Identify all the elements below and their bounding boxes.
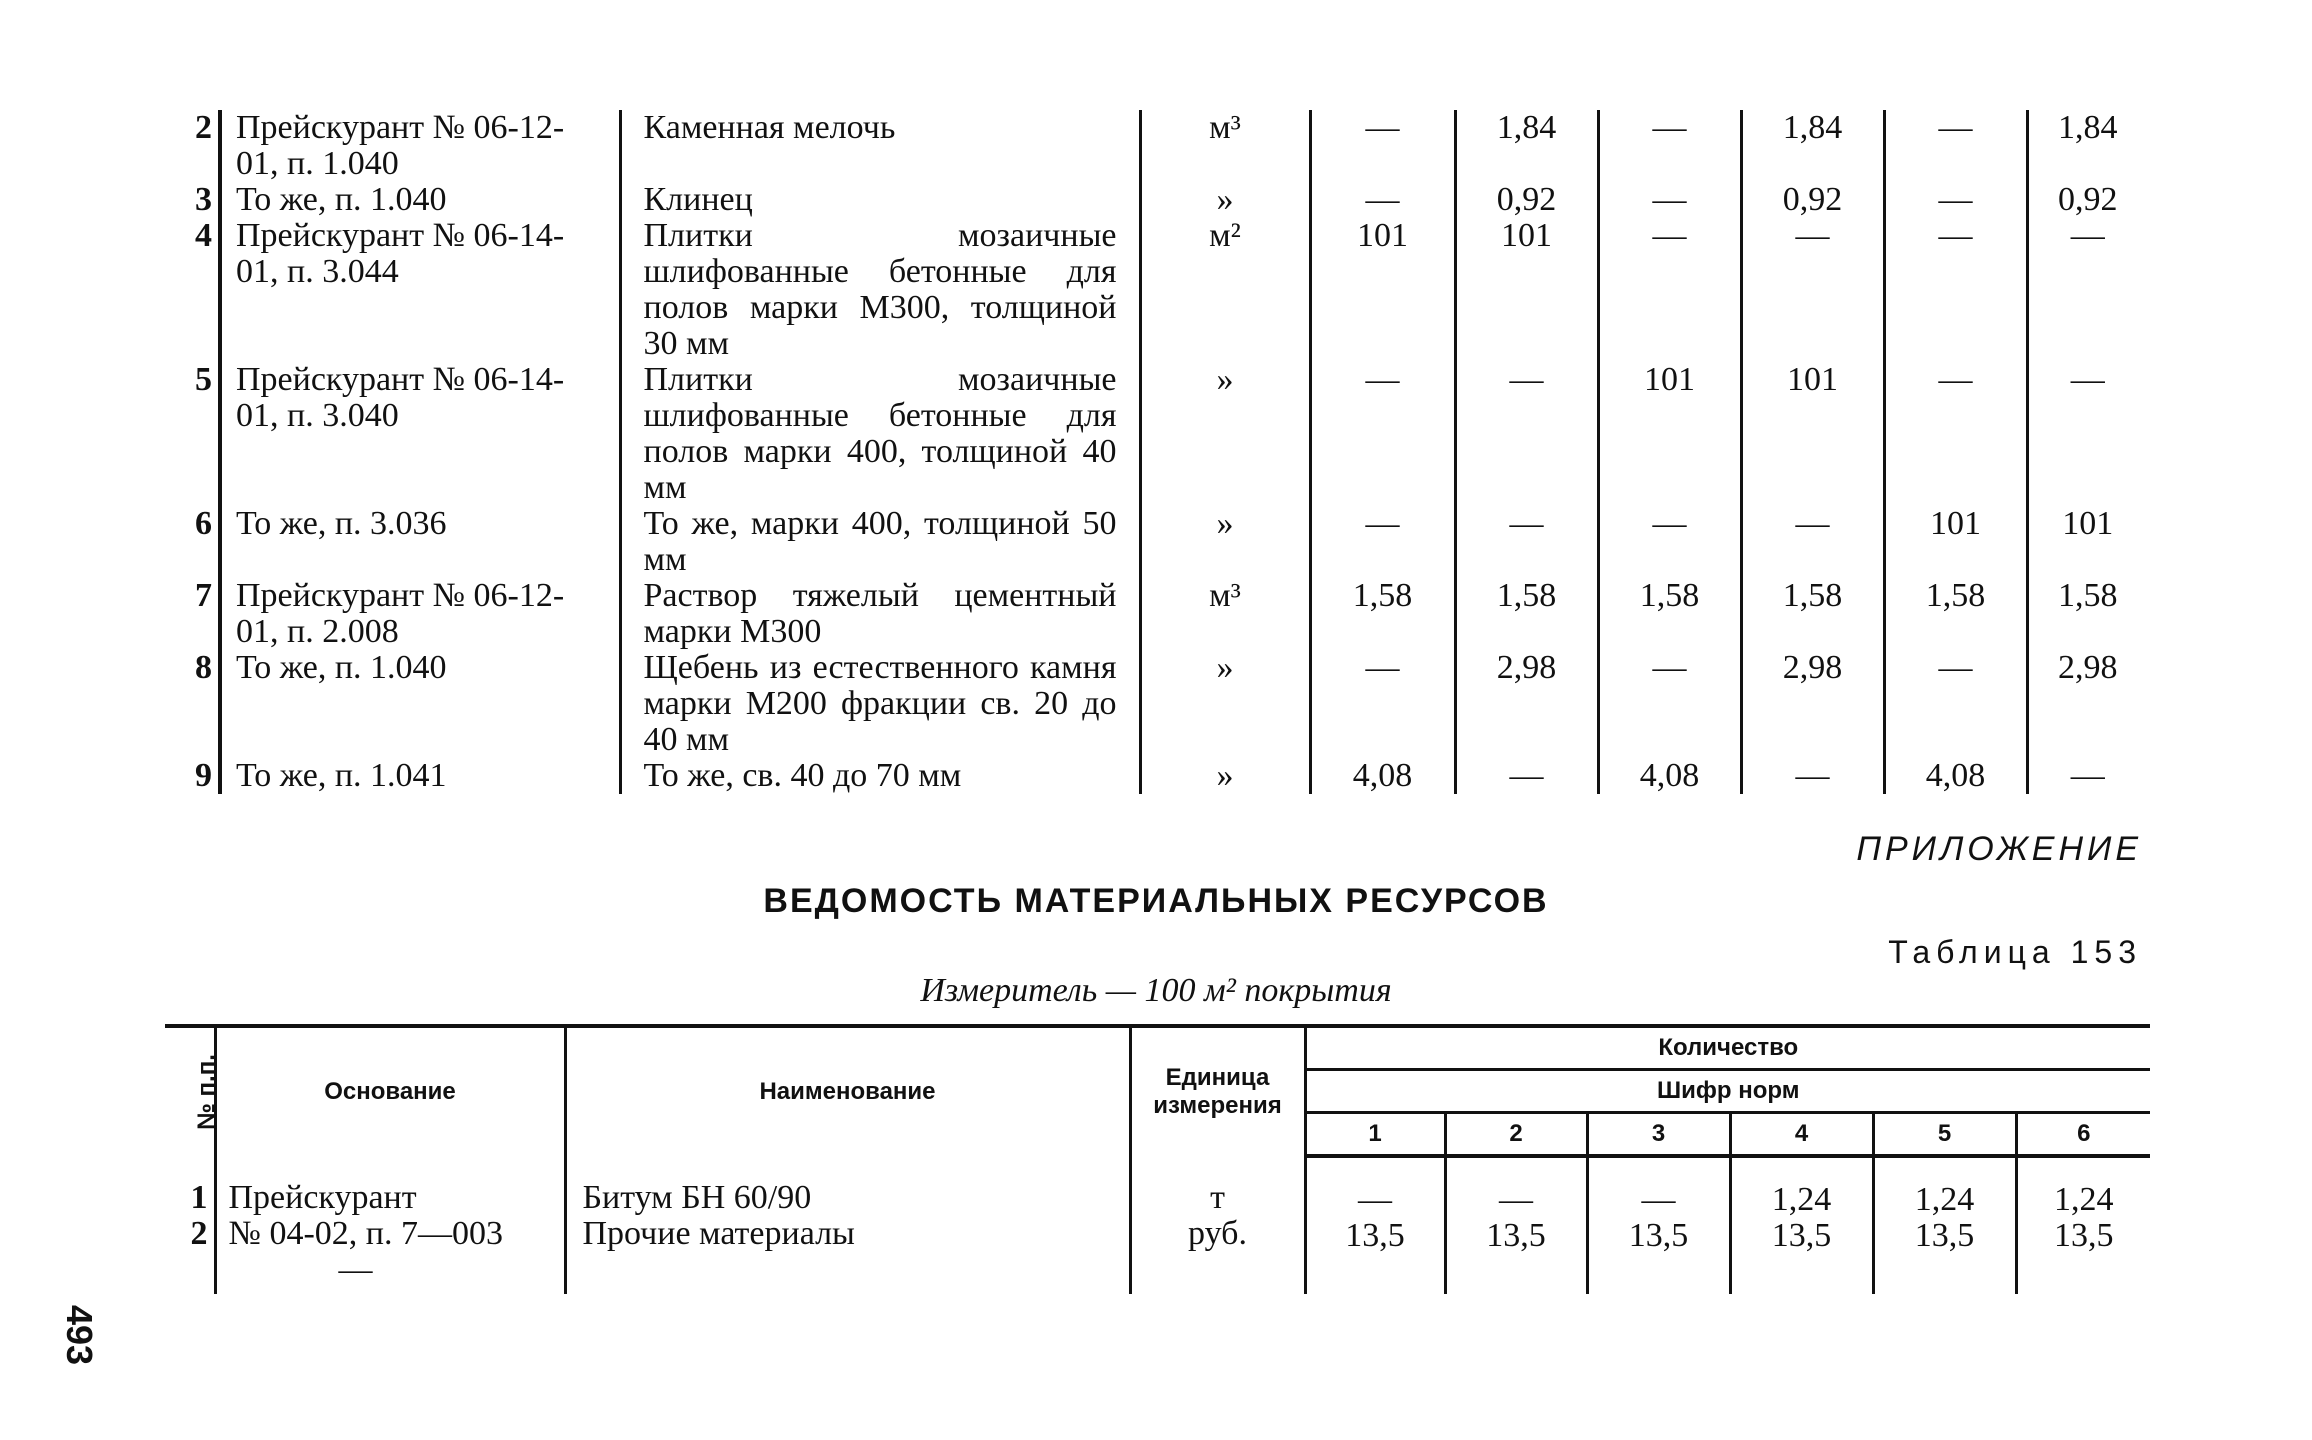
row-quantity: — [1310, 362, 1455, 506]
material-name: Битум БН 60/90 [582, 1179, 812, 1216]
row-quantity: 1,58 [1310, 578, 1455, 650]
header-basis: Основание [215, 1026, 565, 1156]
row-number: 6 [170, 506, 220, 578]
measure-caption: Измеритель — 100 м² покрытия [920, 972, 1392, 1009]
row-unit: м² [1140, 218, 1310, 362]
row-material-name: Щебень из естественного камня марки М200 фракции св. 20 до 40 мм [620, 650, 1140, 758]
row-basis: То же, п. 1.041 [220, 758, 620, 794]
header-number [165, 1026, 220, 1156]
material-name: Прочие материалы [582, 1215, 855, 1252]
row-material-name: Плитки мозаичные шлифованные бетонные для полов марки 400, толщиной 40 мм [620, 362, 1140, 506]
header-col-1: 1 [1305, 1113, 1445, 1157]
page-title: ВЕДОМОСТЬ МАТЕРИАЛЬНЫХ РЕСУРСОВ [763, 882, 1549, 920]
row-number: 1 [190, 1179, 208, 1216]
row-quantity [2016, 1156, 2150, 1294]
unit-value: т [1210, 1179, 1225, 1216]
row-basis: Прейскурант № 06-14-01, п. 3.040 [220, 362, 620, 506]
table-row [170, 650, 2147, 758]
row-quantity: — [2070, 757, 2105, 794]
row-quantity: — [1455, 758, 1598, 794]
quantity-value: — [1641, 1181, 1676, 1218]
quantity-value: 1,24 [1771, 1181, 1832, 1218]
basis-line: — [338, 1251, 373, 1288]
unit-value: руб. [1188, 1215, 1247, 1252]
row-quantity: 1,58 [1598, 578, 1741, 650]
header-col-3: 3 [1587, 1113, 1730, 1157]
row-material-name: То же, марки 400, толщиной 50 мм [620, 506, 1140, 578]
table-row [170, 758, 2147, 794]
row-quantity: 0,92 [2058, 181, 2118, 218]
row-quantity: 101 [1455, 218, 1598, 362]
row-quantity: — [1884, 650, 2027, 758]
header-col-2: 2 [1445, 1113, 1587, 1157]
row-basis: То же, п. 3.036 [220, 506, 620, 578]
quantity-value: 13,5 [1914, 1217, 1975, 1254]
row-unit [1130, 1156, 1305, 1294]
header-norm-code: Шифр норм [1305, 1070, 2150, 1113]
row-quantity: — [1598, 506, 1741, 578]
table-row [165, 1156, 2150, 1294]
header-col-4: 4 [1730, 1113, 1873, 1157]
row-quantity: 2,98 [2058, 649, 2118, 686]
row-quantity: — [1310, 110, 1455, 182]
materials-table [165, 1024, 2150, 1294]
row-quantity: 4,08 [1884, 758, 2027, 794]
header-col-6: 6 [2016, 1113, 2150, 1157]
row-quantity: 2,98 [1455, 650, 1598, 758]
row-quantity: — [2070, 217, 2105, 254]
row-basis: Прейскурант № 06-14-01, п. 3.044 [220, 218, 620, 362]
row-material-name: То же, св. 40 до 70 мм [620, 758, 1140, 794]
row-quantity: — [1598, 110, 1741, 182]
row-quantity: 1,84 [2058, 109, 2118, 146]
row-number: 2 [170, 110, 220, 182]
row-quantity: — [1598, 182, 1741, 218]
row-unit: » [1140, 650, 1310, 758]
row-quantity: 0,92 [1455, 182, 1598, 218]
page-number: 493 [59, 1305, 100, 1366]
basis-line: № 04-02, п. 7—003 [228, 1215, 503, 1252]
row-unit: » [1140, 182, 1310, 218]
row-quantity: 1,58 [2058, 577, 2118, 614]
row-quantity: 101 [1310, 218, 1455, 362]
row-numbers [165, 1156, 215, 1294]
header-col-5: 5 [1873, 1113, 2016, 1157]
row-quantity: 101 [2062, 505, 2114, 542]
row-number: 8 [170, 650, 220, 758]
quantity-value: 13,5 [2054, 1217, 2114, 1254]
row-quantity: 1,58 [1884, 578, 2027, 650]
table-row [170, 110, 2147, 182]
row-quantity: — [1455, 506, 1598, 578]
table-row [170, 218, 2147, 362]
row-material-name: Плитки мозаичные шлифованные бетонные для полов марки М300, толщиной 30 мм [620, 218, 1140, 362]
row-quantity: 2,98 [1741, 650, 1884, 758]
row-quantity: — [1455, 362, 1598, 506]
quantity-value: 1,24 [1914, 1181, 1975, 1218]
row-quantity [1730, 1156, 1873, 1294]
row-basis: То же, п. 1.040 [220, 650, 620, 758]
row-quantity: 4,08 [1598, 758, 1741, 794]
row-number: 4 [170, 218, 220, 362]
row-quantity: 0,92 [1741, 182, 1884, 218]
row-number: 5 [170, 362, 220, 506]
row-number: 7 [170, 578, 220, 650]
row-quantity: 4,08 [1310, 758, 1455, 794]
row-number: 2 [190, 1215, 208, 1252]
row-quantity: 1,84 [1741, 110, 1884, 182]
table-row [170, 506, 2147, 578]
continuation-table [170, 110, 2147, 794]
row-unit: » [1140, 362, 1310, 506]
quantity-value: 13,5 [1345, 1217, 1405, 1254]
row-quantity: — [1741, 758, 1884, 794]
row-unit: м³ [1140, 578, 1310, 650]
table-row [170, 578, 2147, 650]
row-quantity: — [1884, 218, 2027, 362]
table-number: Таблица 153 [1888, 934, 2142, 970]
quantity-value: 13,5 [1486, 1217, 1546, 1254]
header-name: Наименование [565, 1026, 1130, 1156]
row-unit: м³ [1140, 110, 1310, 182]
row-quantity: — [1598, 218, 1741, 362]
row-number: 9 [170, 758, 220, 794]
row-quantity: 101 [1884, 506, 2027, 578]
row-basis: Прейскурант № 06-12-01, п. 1.040 [220, 110, 620, 182]
row-quantity: 101 [1598, 362, 1741, 506]
row-quantity: 1,84 [1455, 110, 1598, 182]
quantity-value: — [1358, 1181, 1392, 1218]
row-quantity [1445, 1156, 1587, 1294]
row-quantity: 1,58 [1741, 578, 1884, 650]
row-quantity [1305, 1156, 1445, 1294]
row-quantity: — [1884, 110, 2027, 182]
row-quantity: 101 [1741, 362, 1884, 506]
row-quantity [1587, 1156, 1730, 1294]
quantity-value: — [1499, 1181, 1533, 1218]
row-material-name: Каменная мелочь [620, 110, 1140, 182]
row-quantity: — [1741, 218, 1884, 362]
row-quantity: — [1884, 362, 2027, 506]
row-quantity: — [1310, 506, 1455, 578]
row-quantity: — [1310, 650, 1455, 758]
row-unit: » [1140, 758, 1310, 794]
row-quantity: 1,58 [1455, 578, 1598, 650]
table-row [170, 182, 2147, 218]
row-material-name: Раствор тяжелый цементный марки М300 [620, 578, 1140, 650]
row-quantity: — [1884, 182, 2027, 218]
row-quantity [1873, 1156, 2016, 1294]
table-row [170, 362, 2147, 506]
header-quantity: Количество [1305, 1026, 2150, 1070]
row-basis [215, 1156, 565, 1294]
row-basis: Прейскурант № 06-12-01, п. 2.008 [220, 578, 620, 650]
row-quantity: — [1741, 506, 1884, 578]
row-quantity: — [1598, 650, 1741, 758]
quantity-value: 13,5 [1771, 1217, 1832, 1254]
header-number-label: № п.п. [192, 1054, 220, 1130]
quantity-value: 1,24 [2054, 1181, 2114, 1218]
basis-line: Прейскурант [228, 1179, 417, 1216]
row-unit: » [1140, 506, 1310, 578]
row-quantity: — [2070, 361, 2105, 398]
appendix-label: ПРИЛОЖЕНИЕ [1856, 830, 2142, 868]
header-unit: Единица измерения [1130, 1026, 1305, 1156]
row-material-name: Клинец [620, 182, 1140, 218]
row-material-name [565, 1156, 1130, 1294]
row-quantity: — [1310, 182, 1455, 218]
row-number: 3 [170, 182, 220, 218]
quantity-value: 13,5 [1628, 1217, 1689, 1254]
row-basis: То же, п. 1.040 [220, 182, 620, 218]
